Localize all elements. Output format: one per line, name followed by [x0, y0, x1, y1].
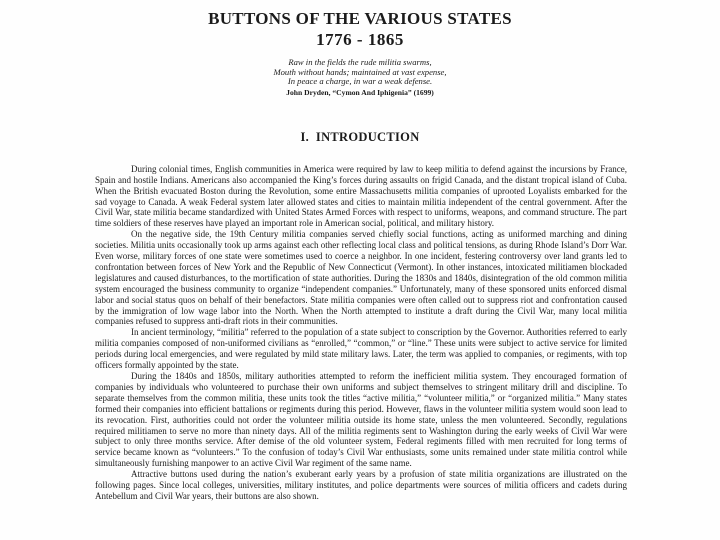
epigraph-line: Mouth without hands; maintained at vast expense, — [273, 66, 447, 77]
body-paragraph: On the negative side, the 19th Century militia companies served chiefly social functions, acting as uniformed marching and dining societies. Militia units occasionally took up arms against each other reflecting local class and political tensions, as during Rhode Island’s Dorr War. Even worse, military forces of one state were sometimes used to coerce a neighbor. In one incident, festering controversy over land grants led to confrontation between forces of New York and the Republic of New Connecticut (Vermont). In other instances, intoxicated militiamen blockaded legislatures and caused disturbances, to the mortification of state authorities. During the 1830s and 1840s, disintegration of the old common militia system encouraged the business community to organize “independent companies.” Unfortunately, many of these sponsored units enforced dismal labor and social status quos on behalf of their benefactors. State militia companies were often called out to suppress riot and confrontation caused by the immigration of low wage labor into the North. When the North attempted to institute a draft during the Civil War, many local militia companies refused to suppress anti-draft riots in their communities. — [95, 229, 627, 327]
epigraph-line: In peace a charge, in war a weak defense. — [287, 76, 433, 87]
body-paragraph: During colonial times, English communities in America were required by law to keep militia to defend against the incursions by France, Spain and hostile Indians. Americans also accompanied the King’s forces during assaults on frigid Canada, and the distant tropical island of Cuba. When the British evacuated Boston during the Revolution, some entire Massachusetts militia companies of uprooted Loyalists embarked for the sad voyage to Canada. A weak Federal system later allowed states and cities to maintain militia independent of the central government. After the Civil War, state militia became standardized with United States Armed Forces with respect to uniforms, weapons, and command structure. The part time soldiers of these reserves have played an important role in American social, political, and military history. — [95, 163, 627, 229]
section-heading: I. INTRODUCTION — [300, 129, 420, 144]
body-paragraph: Attractive buttons used during the nation’s exuberant early years by a profusion of state militia organizations are illustrated on the following pages. Since local colleges, universities, military institutes, and police departments were sources of militia officers and cadets during Antebellum and Civil War years, their buttons are also shown. — [95, 469, 627, 501]
epigraph-line: Raw in the fields the rude militia swarms, — [288, 57, 432, 67]
epigraph — [0, 58, 720, 97]
epigraph-attribution: John Dryden, “Cymon And Iphigenia” (1699) — [286, 87, 434, 97]
page-title: BUTTONS OF THE VARIOUS STATES — [208, 9, 512, 28]
document-body — [95, 164, 627, 502]
page-subtitle: 1776 - 1865 — [316, 30, 404, 49]
body-paragraph: During the 1840s and 1850s, military authorities attempted to reform the inefficient militia system. They encouraged formation of companies by individuals who volunteered to purchase their own uniforms and subject themselves to stringent military drill and discipline. To separate themselves from the common militia, these units took the titles “active militia,” “volunteer militia,” or “organized militia.” Many states formed their companies into efficient battalions or regiments during this period. However, flaws in the volunteer militia system would soon lead to its revocation. First, authorities could not order the volunteer militia outside its home state, unless the men volunteered. Secondly, regulations required militiamen to serve no more than ninety days. All of the militia regiments sent to Washington during the early weeks of Civil War were subject to only three months service. After demise of the old volunteer system, Federal regiments filled with men recruited for long terms of service became known as “volunteers.” To the confusion of today’s Civil War enthusiasts, some units remained under state militia control while simultaneously furnishing manpower to an active Civil War regiment of the same name. — [95, 371, 627, 469]
body-paragraph: In ancient terminology, “militia” referred to the population of a state subject to conscription by the Governor. Authorities referred to early militia companies composed of non-uniformed civilians as “enrolled,” “common,” or “line.” These units were subject to active service for limited periods during local emergencies, and were regulated by mild state military laws. Later, the term was applied to companies, or regiments, with top officers formally appointed by the state. — [95, 327, 627, 371]
